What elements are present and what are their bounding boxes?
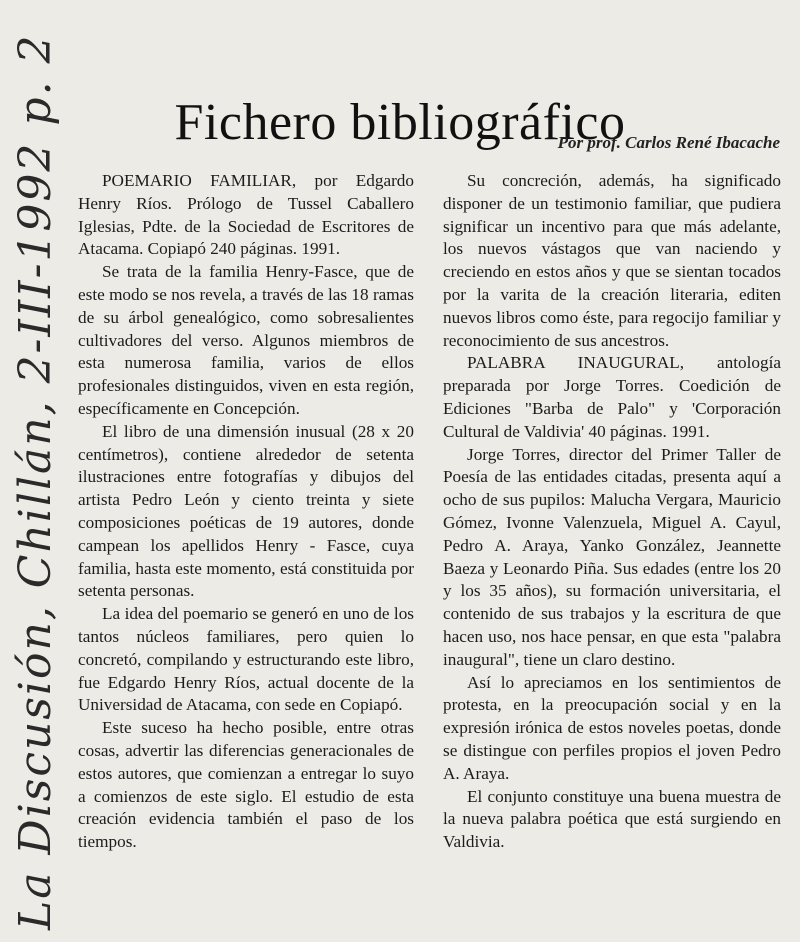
paragraph: Su concreción, además, ha significado disponer de un testimonio familiar, que pudiera significar un incentivo para que más adelante, los nuevos vástagos que van naciendo y creciendo en estos años y que se sientan tocados por la varita de la creación literaria, editen nuevos libros como éste, para regocijo familiar y reconocimiento de sus ancestros. (443, 171, 781, 350)
paragraph: POEMARIO FAMILIAR, por Edgardo Henry Ríos. Prólogo de Tussel Caballero Iglesias, Pdte. de la Sociedad de Escritores de Atacama. Copiapó 240 páginas. 1991. (78, 171, 414, 259)
article-byline: Por prof. Carlos René Ibacache (557, 133, 780, 152)
paragraph: Se trata de la familia Henry-Fasce, que de este modo se nos revela, a través de las 18 ramas de su árbol genealógico, como sobresalientes cultivadores del verso. Algunos miembros de esta numerosa familia, varios de ellos profesionales distinguidos, viven en esta región, específicamente en Concepción. (78, 262, 414, 418)
paragraph: Jorge Torres, director del Primer Taller de Poesía de las entidades citadas, presenta aquí a ocho de sus pupilos: Malucha Vergara, Mauricio Gómez, Ivonne Valenzuela, Miguel A. Cayul, Pedro A. Araya, Yanko González, Jeannette Baeza y Leonardo Piña. Sus edades (entre los 20 y los 35 años), su formación universitaria, el contenido de sus trabajos y la escritura de que hacen uso, nos hace pensar, en que esta "palabra inaugural", tiene un claro destino. (443, 444, 781, 669)
paragraph: Así lo apreciamos en los sentimientos de protesta, en la preocupación social y en la expresión irónica de estos noveles poetas, donde se distingue con perfiles propios el joven Pedro A. Araya. (443, 672, 781, 783)
left-column (78, 170, 414, 854)
paragraph: PALABRA INAUGURAL, antología preparada por Jorge Torres. Coedición de Ediciones "Barba de Palo" y 'Corporación Cultural de Valdivia' 40 páginas. 1991. (443, 353, 781, 441)
article-title: Fichero bibliográfico (174, 93, 626, 151)
paragraph: La idea del poemario se generó en uno de los tantos núcleos familiares, pero quien lo concretó, compilando y estructurando este libro, fue Edgardo Henry Ríos, actual docente de la Universidad de Atacama, con sede en Copiapó. (78, 604, 414, 715)
handwritten-annotation: La Discusión, Chillán, 2-III-1992 p. 2 (10, 33, 61, 930)
right-column (443, 170, 781, 854)
paragraph: El conjunto constituye una buena muestra de la nueva palabra poética que está surgiendo en Valdivia. (443, 786, 781, 852)
paragraph: Este suceso ha hecho posible, entre otras cosas, advertir las diferencias generacionales de estos autores, que comienzan a entregar lo suyo a comienzos de este siglo. El estudio de esta creación evidencia también el paso de los tiempos. (78, 718, 414, 852)
paragraph: El libro de una dimensión inusual (28 x 20 centímetros), contiene alrededor de setenta ilustraciones entre fotografías y dibujos del artista Pedro León y ciento treinta y siete composiciones poéticas de 19 autores, donde campean los apellidos Henry - Fasce, cuya familia, hasta este momento, está constituida por setenta personas. (78, 421, 414, 601)
